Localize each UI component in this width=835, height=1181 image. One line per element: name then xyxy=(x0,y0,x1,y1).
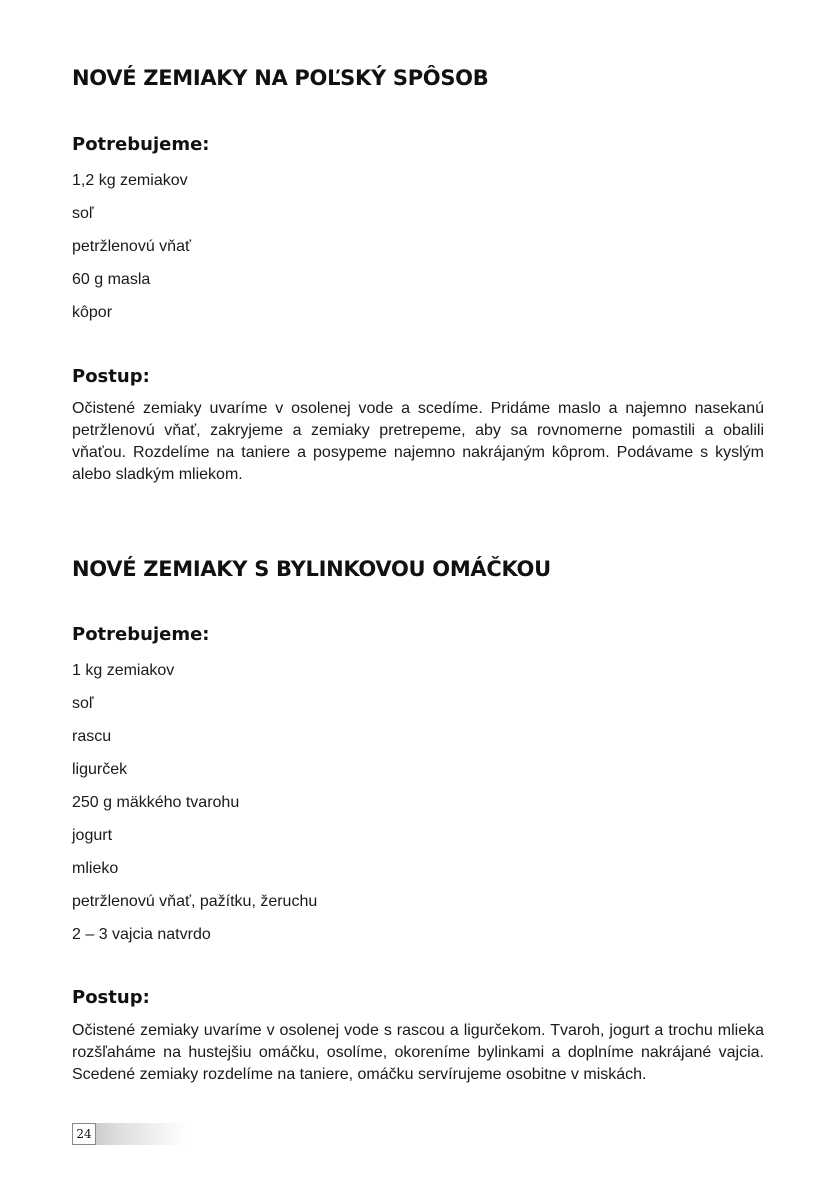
ingredient-item: petržlenovú vňať xyxy=(72,238,191,255)
procedure-heading: Postup: xyxy=(72,366,150,387)
ingredient-item: 2 – 3 vajcia natvrdo xyxy=(72,926,211,943)
ingredient-item: 1 kg zemiakov xyxy=(72,662,175,679)
ingredient-item: kôpor xyxy=(72,304,113,321)
ingredient-item: 250 g mäkkého tvarohu xyxy=(72,794,240,811)
ingredient-item: petržlenovú vňať, pažítku, žeruchu xyxy=(72,893,318,910)
ingredients-list xyxy=(72,164,764,329)
page-number: 24 xyxy=(72,1123,96,1145)
ingredients-heading: Potrebujeme: xyxy=(72,624,210,645)
ingredient-item: ligurček xyxy=(72,761,128,778)
ingredient-item: 60 g masla xyxy=(72,271,151,288)
page-footer xyxy=(72,1123,187,1145)
procedure-text: Očistené zemiaky uvaríme v osolenej vode s rascou a ligurčekom. Tvaroh, jogurt a trochu mlieka rozšľaháme na hustejšiu omáčku, osolíme, okoreníme bylinkami a doplníme nakrájané vajcia. Scedené zemiaky rozdelíme na taniere, omáčku servírujeme osobitne v miskách. xyxy=(72,1022,764,1083)
ingredient-item: soľ xyxy=(72,205,94,222)
ingredient-item: rascu xyxy=(72,728,112,745)
ingredient-item: soľ xyxy=(72,695,94,712)
ingredient-item: 1,2 kg zemiakov xyxy=(72,172,188,189)
ingredients-list xyxy=(72,654,764,951)
procedure-text: Očistené zemiaky uvaríme v osolenej vode a scedíme. Pridáme maslo a najemno nasekanú petržlenovú vňať, zakryjeme a zemiaky pretrepeme, aby sa rovnomerne pomastili a obalili vňaťou. Rozdelíme na taniere a posypeme najemno nakrájaným kôprom. Podávame s kyslým alebo sladkým mliekom. xyxy=(72,400,764,483)
recipe-title: NOVÉ ZEMIAKY NA POĽSKÝ SPÔSOB xyxy=(72,66,489,90)
recipe-title: NOVÉ ZEMIAKY S BYLINKOVOU OMÁČKOU xyxy=(72,557,551,581)
ingredient-item: jogurt xyxy=(72,827,113,844)
ingredients-heading: Potrebujeme: xyxy=(72,134,210,155)
procedure-heading: Postup: xyxy=(72,987,150,1008)
ingredient-item: mlieko xyxy=(72,860,119,877)
